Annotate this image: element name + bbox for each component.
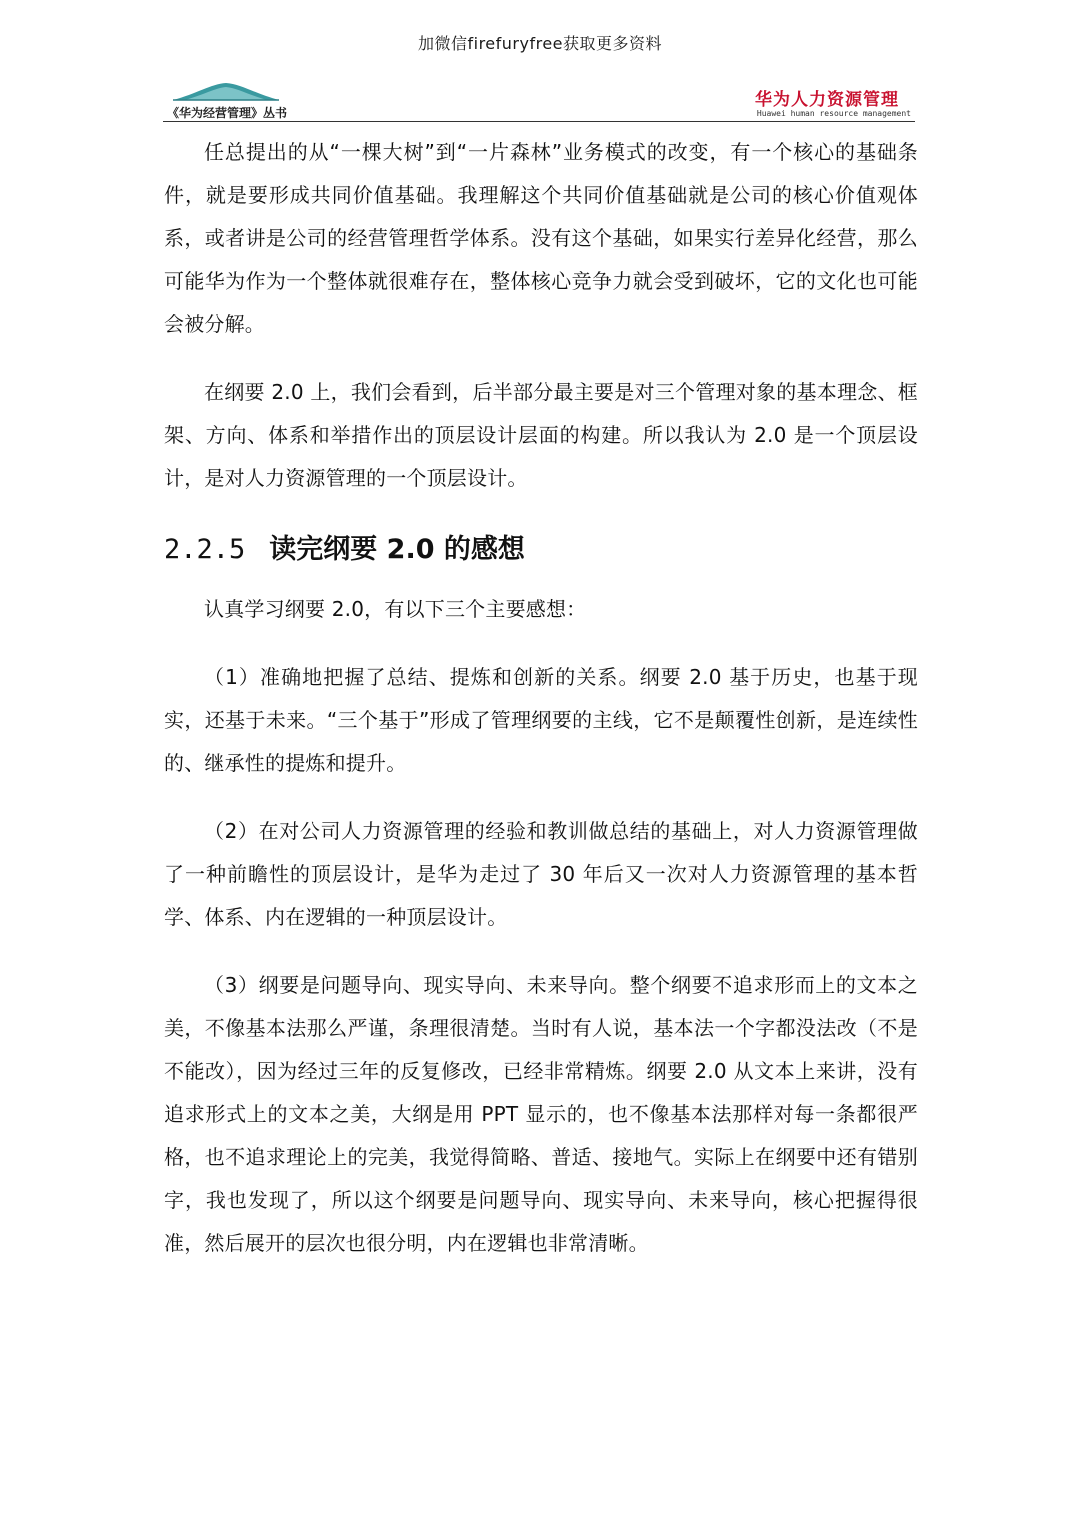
point-paragraph: （1）准确地把握了总结、提炼和创新的关系。纲要 2.0 基于历史，也基于现实，还基于未来。“三个基于”形成了管理纲要的主线，它不是颠覆性创新，是连续性的、继承性的提炼和提升。 — [164, 665, 918, 775]
point-paragraph: （3）纲要是问题导向、现实导向、未来导向。整个纲要不追求形而上的文本之美，不像基本法那么严谨，条理很清楚。当时有人说，基本法一个字都没法改（不是不能改），因为经过三年的反复修改，已经非常精炼。纲要 2.0 从文本上来讲，没有追求形式上的文本之美，大纲是用 PPT 显示的，也不像基本法那样对每一条都很严格，也不追求理论上的完美，我觉得简略、普适、接地气。实际上在纲要中还有错别字，我也发现了，所以这个纲要是问题导向、现实导向、未来导向，核心把握得很准，然后展开的层次也很分明，内在逻辑也非常清晰。 — [164, 973, 918, 1255]
section-number: 2.2.5 — [164, 534, 246, 565]
intro-paragraph: 认真学习纲要 2.0，有以下三个主要感想： — [204, 597, 587, 621]
section-title: 读完纲要 2.0 的感想 — [269, 534, 525, 565]
series-logo-icon — [171, 80, 281, 102]
page-header — [163, 80, 915, 124]
brand-subtitle: Huawei human resource management — [756, 109, 911, 118]
brand-title: 华为人力资源管理 — [755, 90, 899, 110]
page-body — [164, 131, 918, 1265]
watermark-text: 加微信firefuryfree获取更多资料 — [417, 34, 663, 53]
point-paragraph: （2）在对公司人力资源管理的经验和教训做总结的基础上，对人力资源管理做了一种前瞻性的顶层设计，是华为走过了 30 年后又一次对人力资源管理的基本哲学、体系、内在逻辑的一种顶层设计。 — [164, 819, 918, 929]
series-name: 《华为经营管理》丛书 — [167, 106, 288, 120]
body-paragraph: 在纲要 2.0 上，我们会看到，后半部分最主要是对三个管理对象的基本理念、框架、方向、体系和举措作出的顶层设计层面的构建。所以我认为 2.0 是一个顶层设计，是对人力资源管理的一个顶层设计。 — [164, 380, 918, 490]
section-heading — [164, 530, 918, 570]
header-divider — [163, 121, 915, 122]
body-paragraph: 任总提出的从“一棵大树”到“一片森林”业务模式的改变，有一个核心的基础条件，就是要形成共同价值基础。我理解这个共同价值基础就是公司的核心价值观体系，或者讲是公司的经营管理哲学体系。没有这个基础，如果实行差异化经营，那么可能华为作为一个整体就很难存在，整体核心竞争力就会受到破坏，它的文化也可能会被分解。 — [164, 140, 918, 336]
